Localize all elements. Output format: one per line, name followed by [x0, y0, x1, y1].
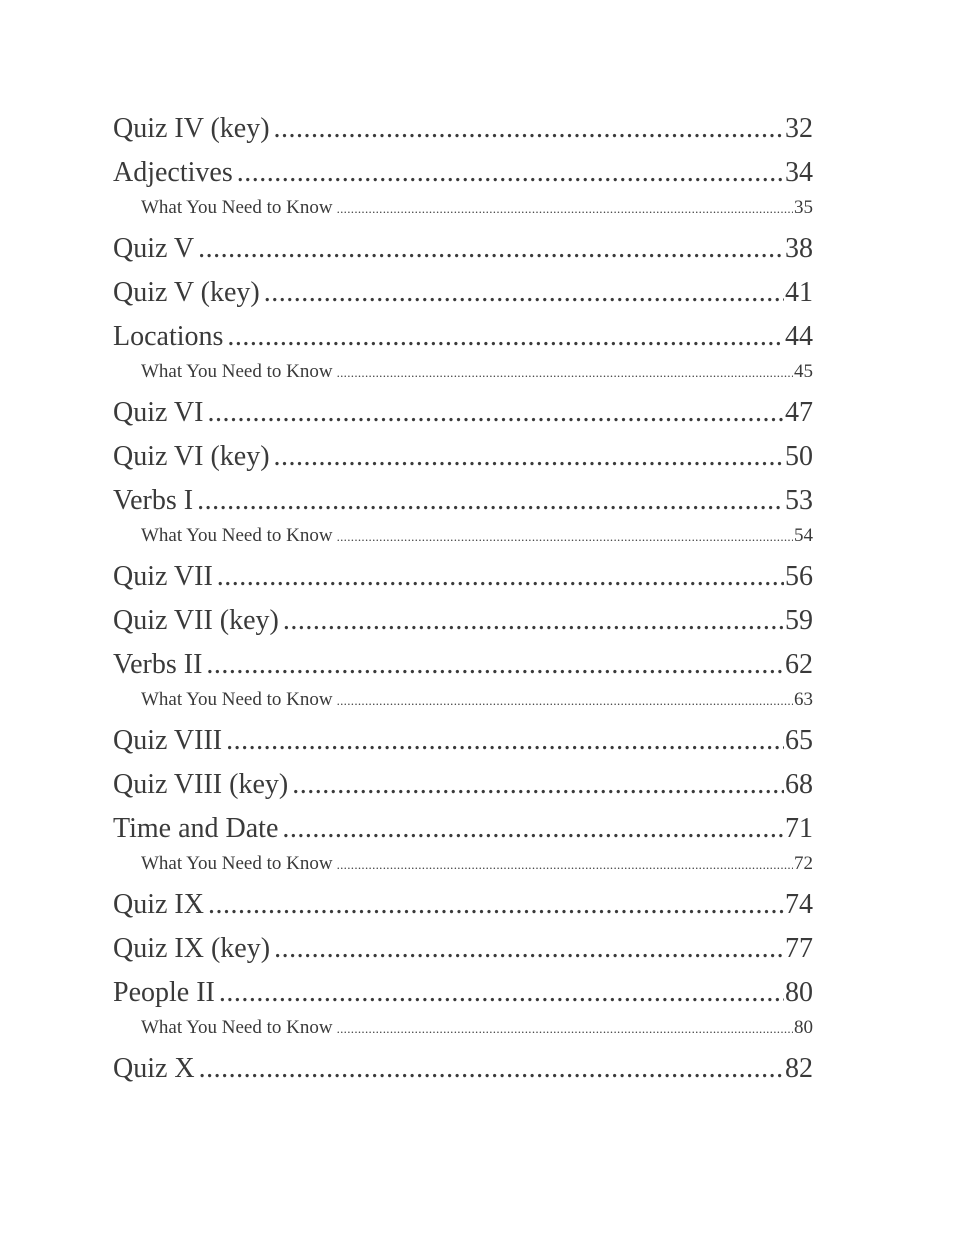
dot-leader	[198, 227, 784, 271]
dot-leader	[337, 354, 793, 390]
toc-entry-title: Quiz VIII	[113, 725, 223, 756]
table-of-contents	[113, 107, 813, 1091]
toc-entry-title: Quiz VII	[113, 561, 213, 592]
toc-entry	[113, 107, 813, 151]
toc-entry-page-number: 38	[785, 233, 813, 264]
toc-entry-page-number: 32	[785, 113, 813, 144]
dot-leader	[199, 1047, 784, 1091]
toc-entry-page-number: 63	[794, 689, 813, 710]
toc-subentry	[113, 517, 813, 554]
toc-subentry	[113, 681, 813, 718]
toc-entry-title: Adjectives	[113, 157, 233, 188]
toc-subentry	[113, 1009, 813, 1046]
toc-entry-title: Verbs II	[113, 649, 203, 680]
toc-entry-title: What You Need to Know	[141, 1017, 333, 1038]
toc-entry	[113, 927, 813, 971]
dot-leader	[274, 107, 784, 151]
dot-leader	[337, 1010, 793, 1046]
dot-leader	[207, 391, 784, 435]
toc-entry-page-number: 34	[785, 157, 813, 188]
toc-entry-page-number: 45	[794, 361, 813, 382]
dot-leader	[292, 763, 784, 807]
dot-leader	[208, 883, 784, 927]
toc-entry-title: What You Need to Know	[141, 525, 333, 546]
toc-entry-title: Quiz VIII (key)	[113, 769, 289, 800]
toc-entry-page-number: 50	[785, 441, 813, 472]
toc-entry-page-number: 71	[785, 813, 813, 844]
toc-entry	[113, 271, 813, 315]
toc-entry-page-number: 62	[785, 649, 813, 680]
toc-entry-title: Quiz V	[113, 233, 195, 264]
toc-entry-title: What You Need to Know	[141, 853, 333, 874]
toc-entry-page-number: 74	[785, 889, 813, 920]
toc-entry-title: Quiz VII (key)	[113, 605, 279, 636]
toc-entry-page-number: 65	[785, 725, 813, 756]
dot-leader	[226, 719, 784, 763]
toc-entry-page-number: 59	[785, 605, 813, 636]
toc-entry-page-number: 80	[794, 1017, 813, 1038]
toc-entry-title: Quiz VI	[113, 397, 204, 428]
dot-leader	[264, 271, 784, 315]
toc-entry-title: What You Need to Know	[141, 689, 333, 710]
toc-entry-title: Quiz IX	[113, 889, 204, 920]
dot-leader	[283, 599, 784, 643]
toc-entry	[113, 719, 813, 763]
toc-entry-title: Locations	[113, 321, 224, 352]
toc-subentry	[113, 189, 813, 226]
toc-entry-page-number: 68	[785, 769, 813, 800]
toc-entry	[113, 555, 813, 599]
toc-entry-page-number: 47	[785, 397, 813, 428]
toc-entry-page-number: 80	[785, 977, 813, 1008]
toc-entry-title: Verbs I	[113, 485, 194, 516]
dot-leader	[274, 927, 784, 971]
toc-entry-title: Quiz VI (key)	[113, 441, 270, 472]
toc-entry-title: What You Need to Know	[141, 361, 333, 382]
toc-entry-title: Quiz V (key)	[113, 277, 260, 308]
dot-leader	[337, 190, 793, 226]
toc-entry	[113, 883, 813, 927]
toc-entry-page-number: 56	[785, 561, 813, 592]
toc-entry	[113, 763, 813, 807]
toc-entry	[113, 1047, 813, 1091]
toc-entry-title: Quiz IX (key)	[113, 933, 271, 964]
toc-entry-page-number: 82	[785, 1053, 813, 1084]
toc-entry-title: People II	[113, 977, 215, 1008]
toc-entry	[113, 599, 813, 643]
toc-entry-page-number: 35	[794, 197, 813, 218]
dot-leader	[282, 807, 784, 851]
toc-subentry	[113, 845, 813, 882]
toc-entry-title: Quiz IV (key)	[113, 113, 270, 144]
dot-leader	[274, 435, 784, 479]
toc-entry-page-number: 44	[785, 321, 813, 352]
toc-entry-title: Quiz X	[113, 1053, 195, 1084]
toc-entry-page-number: 53	[785, 485, 813, 516]
dot-leader	[337, 682, 793, 718]
dot-leader	[217, 555, 784, 599]
toc-entry-title: Time and Date	[113, 813, 279, 844]
toc-entry	[113, 227, 813, 271]
dot-leader	[337, 518, 793, 554]
toc-entry-page-number: 77	[785, 933, 813, 964]
toc-entry	[113, 435, 813, 479]
toc-entry-page-number: 41	[785, 277, 813, 308]
toc-subentry	[113, 353, 813, 390]
dot-leader	[337, 846, 793, 882]
toc-entry-page-number: 54	[794, 525, 813, 546]
toc-entry	[113, 391, 813, 435]
toc-entry-title: What You Need to Know	[141, 197, 333, 218]
toc-entry-page-number: 72	[794, 853, 813, 874]
